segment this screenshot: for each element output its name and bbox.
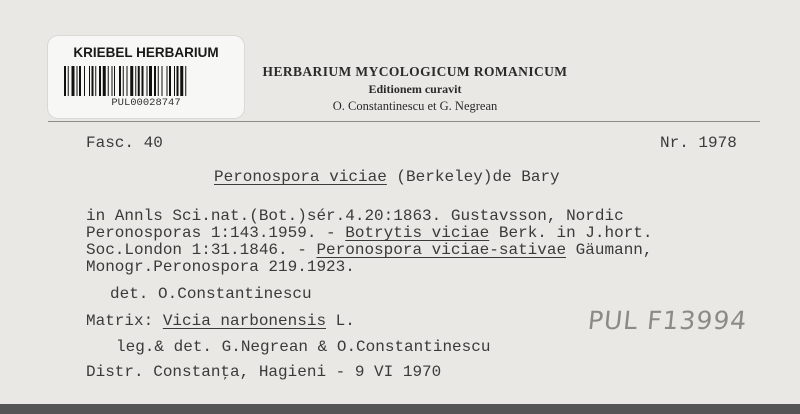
specimen-number: Nr. 1978 <box>660 134 737 152</box>
barcode-bar <box>135 66 136 96</box>
barcode-bar <box>103 66 106 96</box>
barcode-bar <box>112 66 113 96</box>
barcode-bar <box>64 66 66 96</box>
host-plant: Vicia narbonensis <box>162 312 327 330</box>
barcode-bar <box>119 66 121 96</box>
barcode <box>64 66 228 96</box>
reference-line-1: in Annls Sci.nat.(Bot.)sér.4.20:1863. Gustavsson, Nordic <box>86 207 624 225</box>
collector-line: leg.& det. G.Negrean & O.Constantinescu <box>116 338 491 356</box>
reference-line-2 <box>86 225 653 242</box>
barcode-bar <box>169 66 171 96</box>
herbarium-name: KRIEBEL HERBARIUM <box>73 45 219 60</box>
synonym-peronospora: Peronospora viciae-sativae <box>316 241 567 259</box>
collection-subtitle: Editionem curavit <box>368 82 462 96</box>
barcode-number: PUL00028747 <box>111 97 181 109</box>
barcode-bar <box>158 66 159 96</box>
barcode-bar <box>142 66 144 96</box>
barcode-bar <box>72 66 75 96</box>
barcode-bar <box>154 66 156 96</box>
species-binomial: Peronospora viciae <box>214 168 387 186</box>
barcode-bar <box>68 66 69 96</box>
handwritten-accession: PUL F13994 <box>586 306 749 335</box>
collection-title: HERBARIUM MYCOLOGICUM ROMANICUM <box>262 64 568 79</box>
barcode-bar <box>114 66 115 96</box>
reference-text: Peronosporas 1:143.1959. - <box>86 224 346 242</box>
barcode-bar <box>162 66 163 96</box>
barcode-bar <box>177 66 179 96</box>
matrix-label: Matrix: <box>86 312 163 330</box>
barcode-bar <box>127 66 128 96</box>
distribution-line: Distr. Constanţa, Hagieni - 9 VI 1970 <box>86 363 442 381</box>
barcode-bar <box>84 66 85 96</box>
barcode-bar <box>180 66 183 96</box>
barcode-bar <box>99 66 101 96</box>
species-authority: (Berkeley)de Bary <box>386 168 560 186</box>
divider-line <box>48 121 760 122</box>
barcode-bar <box>174 66 175 96</box>
barcode-bar <box>147 66 148 96</box>
barcode-bar <box>92 66 94 96</box>
reference-line-4: Monogr.Peronospora 219.1923. <box>86 258 355 276</box>
barcode-bar <box>95 66 96 96</box>
barcode-bar <box>149 66 152 96</box>
background-edge <box>0 404 800 414</box>
host-author: L. <box>326 312 355 330</box>
barcode-bar <box>185 66 186 96</box>
reference-line-3 <box>86 242 653 259</box>
barcode-sticker <box>48 36 244 118</box>
reference-text: Soc.London 1:31.1846. - <box>86 241 317 259</box>
barcode-bar <box>138 66 140 96</box>
synonym-botrytis: Botrytis viciae <box>345 224 490 242</box>
barcode-bar <box>130 66 133 96</box>
reference-text: Berk. in J.hort. <box>489 224 653 242</box>
reference-text: Gäumann, <box>566 241 653 259</box>
collection-editors: O. Constantinescu et G. Negrean <box>332 99 498 113</box>
barcode-bar <box>167 66 168 96</box>
barcode-bar <box>108 66 109 96</box>
matrix-line <box>86 312 355 330</box>
species-name <box>214 168 560 186</box>
determiner-line: det. O.Constantinescu <box>110 285 312 303</box>
barcode-bar <box>89 66 90 96</box>
barcode-bar <box>123 66 124 96</box>
barcode-bar <box>77 66 78 96</box>
barcode-bar <box>79 66 81 96</box>
fascicle-number: Fasc. 40 <box>86 134 163 152</box>
